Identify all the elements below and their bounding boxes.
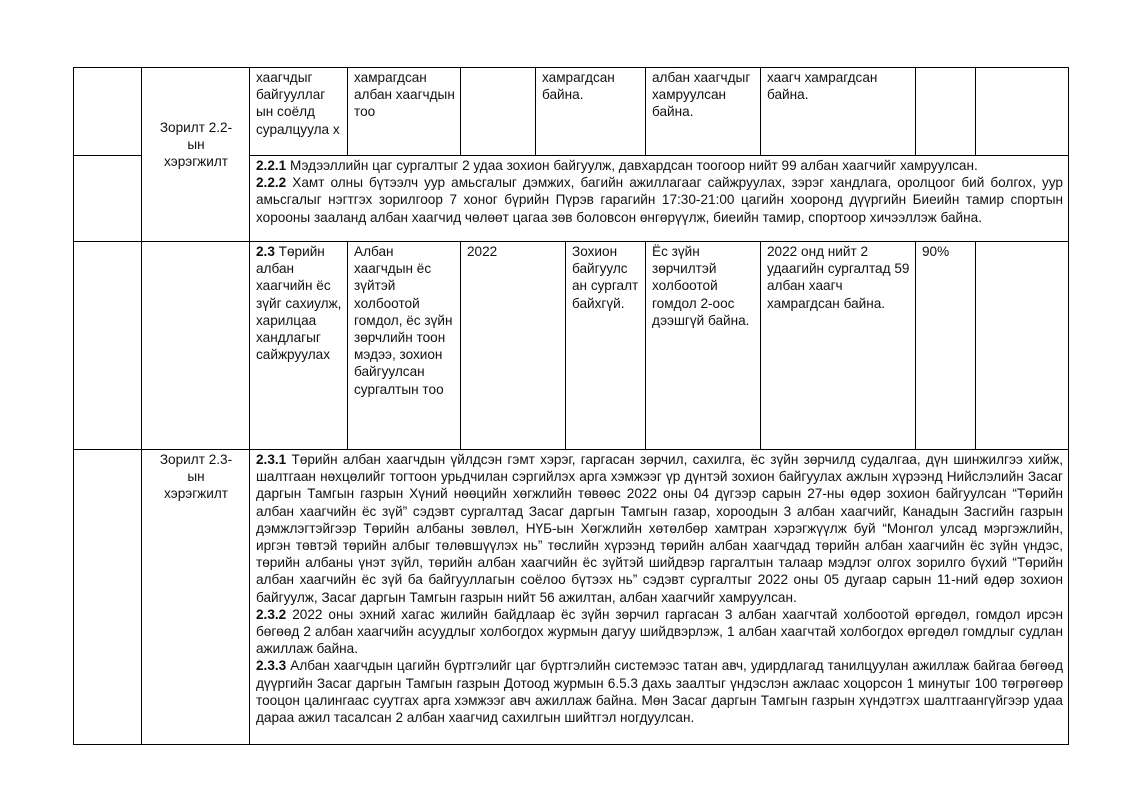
- goal-2-2-label-line3: хэрэгжилт: [163, 154, 229, 170]
- goal-2-3-label-line1: Зорилт 2.3-: [159, 452, 233, 467]
- row1-2-col1-empty: [73, 155, 142, 242]
- row1-result-cell: хаагч хамрагдсан байна.: [760, 67, 916, 156]
- row3-col2-empty: [141, 241, 250, 450]
- task-2-3-cell: [249, 241, 348, 450]
- task-2-3-indicator: Албан хаагчдын ёс зүйтэй холбоотой гомдол, ёс зүйн зөрчлийн тоон мэдээ, зохион байгуулсан сургалтын тоо: [347, 241, 461, 450]
- item-2-2-2: [256, 174, 1063, 226]
- item-2-3-1-text: Төрийн албан хаагчдын үйлдсэн гэмт хэрэг, гаргасан зөрчил, сахилга, ёс зүйн зөрчилд судалгаа, дүн шинжилгээ хийж, шалтгаан нөхцөлийг тогтоон урьдчилан сэргийлэх арга хэмжээг үр дүнтэй зохион байгуулах ажлын хүрээнд Нийслэлийн Засаг даргын Тамгын газрын Хүний нөөцийн хөгжлийн төвөөс 2022 оны 04 дүгээр сарын 27-ны өдөр зохион байгуулсан “Төрийн албан хаагчийн ёс зүй” сэдэвт сургалтад Засаг даргын Тамгын газар, хороодын 3 албан хаагчийг, Канадын Засгийн газрын дэмжлэгтэйгээр Төрийн албаны зөвлөл, НҮБ-ын Хөгжлийн хөтөлбөр хамтран хэрэгжүүлж буй “Монгол улсад мэргэжлийн, иргэн төвтэй төрийн албыг төлөвшүүлэх нь” төслийн хүрээнд төрийн албан хаагчдад төрийн албан хаагчийн ёс зүйн үндэс, төрийн албаны үнэт зүйл, төрийн албан хаагчийн ёс зүйтэй шийдвэр гаргалтын талаар мэдлэг олгох зорилго бүхий “Төрийн албан хаагчийн ёс зүй ба байгууллагын соёлоо бүтээх нь” сэдэвт сургалтыг 2022 оны 05 дугаар сарын 11-ний өдөр зохион байгуулж, Засаг даргын Тамгын газрын нийт 56 ажилтан, албан хаагчийг хамруулсан.: [256, 452, 1063, 605]
- item-2-3-2-number: 2.3.2: [256, 606, 287, 622]
- task-2-3-number: 2.3: [256, 244, 275, 259]
- row1-note-cell: [975, 67, 1069, 156]
- task-2-3-target: Ёс зүйн зөрчилтэй холбоотой гомдол 2-оос дээшгүй байна.: [645, 241, 761, 450]
- item-2-2-1-text: Мэдээллийн цаг сургалтыг 2 удаа зохион байгуулж, давхардсан тоогоор нийт 99 албан хаагчийг хамруулсан.: [286, 158, 978, 173]
- item-2-3-3-number: 2.3.3: [256, 658, 287, 674]
- row1-year-cell: [460, 67, 536, 156]
- row1-indicator-cell: хамрагдсан албан хаагчдын тоо: [347, 67, 461, 156]
- goal-2-2-label: [141, 67, 250, 242]
- row1-percent-cell: [915, 67, 976, 156]
- task-2-3-percent: 90%: [915, 241, 976, 450]
- goal-2-2-label-line2: ын: [187, 137, 205, 153]
- task-2-3-text: Төрийн албан хаагчийн ёс зүйг сахиулж, харилцаа хандлагыг сайжруулах: [256, 244, 342, 363]
- row3-col1-empty: [73, 241, 142, 450]
- goal-2-2-label-line1: Зорилт 2.2-: [159, 120, 233, 135]
- item-2-2-1: [256, 157, 1063, 174]
- task-2-3-note: [975, 241, 1069, 450]
- item-2-2-1-number: 2.2.1: [256, 158, 287, 173]
- row1-target-cell: албан хаагчдыг хамруулсан байна.: [645, 67, 761, 156]
- goal-2-3-implementation: [249, 449, 1069, 745]
- row1-task-cell: хаагчдыг байгууллаг ын соёлд суралцуула х: [249, 67, 348, 156]
- item-2-3-3: [256, 657, 1063, 726]
- item-2-2-2-text: Хамт олны бүтээлч уур амьсгалыг дэмжих, багийн ажиллагааг сайжруулах, зэрэг хандлага, оролцоог бий болгох, уур амьсгалыг нэгтгэх зорилгоор 7 хоног бүрийн Пүрэв гарагийн 17:30-21:00 цагийн хооронд дүүргийн Биеийн тамир спортын хорооны зааланд албан хаагчид чөлөөт цагаа зөв боловсон өнгөрүүлж, биеийн тамир, спортоор хичээллэж байна.: [256, 175, 1063, 225]
- item-2-3-1: [256, 451, 1063, 606]
- row1-baseline-cell: хамрагдсан байна.: [535, 67, 646, 156]
- goal-2-3-label: [141, 449, 250, 745]
- item-2-2-2-number: 2.2.2: [256, 175, 287, 191]
- goal-2-3-label-line3: хэрэгжилт: [163, 486, 229, 502]
- item-2-3-2: [256, 606, 1063, 658]
- row1-col1-empty: [73, 67, 142, 156]
- task-2-3-result: 2022 онд нийт 2 удаагийн сургалтад 59 албан хаагч хамрагдсан байна.: [760, 241, 916, 450]
- item-2-3-2-text: 2022 оны эхний хагас жилийн байдлаар ёс зүйн зөрчил гаргасан 3 албан хаагчтай холбоотой өргөдөл, гомдол ирсэн бөгөөд 2 албан хаагчийн асуудлыг холбогдох журмын дагуу шийдвэрлэж, 1 албан хаагчтай холбогдох өргөдөл гомдлыг судлан ажиллаж байна.: [256, 606, 1063, 657]
- task-2-3-baseline: Зохион байгуулс ан сургалт байхгүй.: [565, 241, 646, 450]
- item-2-3-3-text: Албан хаагчдын цагийн бүртгэлийг цаг бүртгэлийн системээс татан авч, удирдлагад танилцуулан ажиллаж байгаа бөгөөд дүүргийн Засаг даргын Тамгын газрын Дотоод журмын 6.5.3 дахь заалтыг үндэслэн ажлаас хоцорсон 1 минутыг 100 төгрөгөөр тооцон цалингаас суутгах арга хэмжээг авч ажиллаж байна. Мөн Засаг даргын Тамгын газрын хүндэтгэх шалтгаангүйгээр удаа дараа ажил тасалсан 2 албан хаагчид сахилгын шийтгэл ногдуулсан.: [256, 658, 1063, 726]
- goal-2-2-implementation: [249, 155, 1069, 242]
- task-2-3-year: 2022: [460, 241, 566, 450]
- goal-2-3-label-line2: ын: [187, 469, 205, 485]
- row4-col1-empty: [73, 449, 142, 745]
- item-2-3-1-number: 2.3.1: [256, 452, 287, 467]
